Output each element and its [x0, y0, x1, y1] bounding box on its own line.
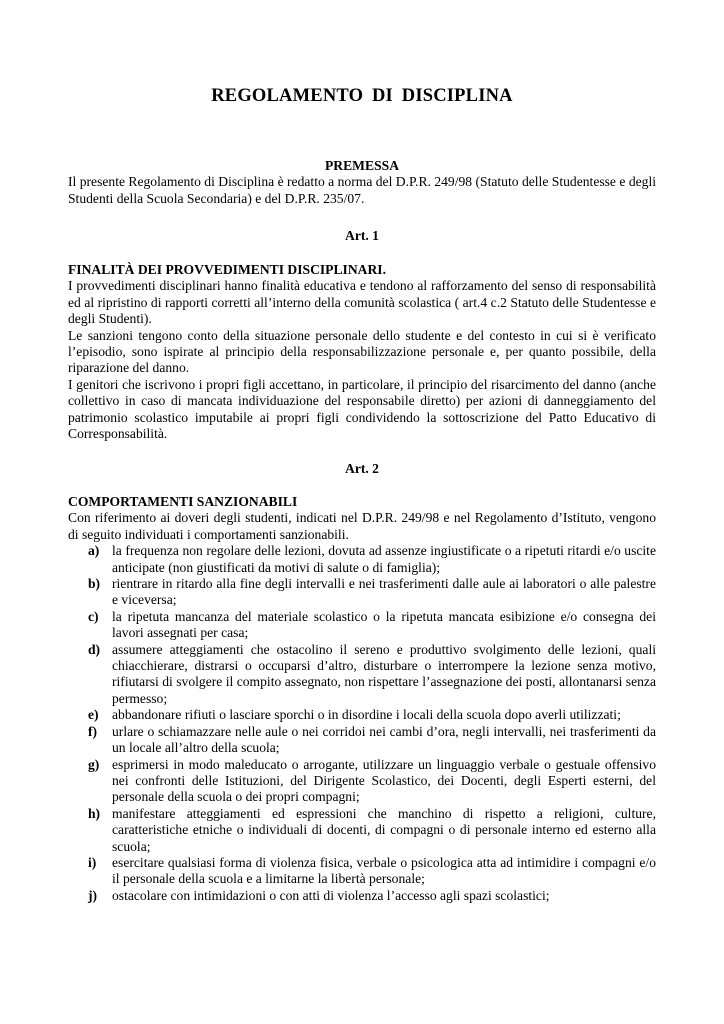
list-item-text: esprimersi in modo maleducato o arrogante, utilizzare un linguaggio verbale o gestuale offensivo nei confronti delle Istituzioni, del Dirigente Scolastico, dei Docenti, degli Esperti esterni, del personale della scuola o dei propri compagni; [112, 756, 656, 805]
list-item [68, 543, 656, 576]
list-item-text: urlare o schiamazzare nelle aule o nei corridoi nei cambi d’ora, negli intervalli, nei trasferimenti da un locale all’altro della scuola; [112, 723, 656, 756]
list-item [68, 576, 656, 609]
list-item-text: la ripetuta mancanza del materiale scolastico o la ripetuta mancata esibizione e/o consegna dei lavori assegnati per casa; [112, 608, 656, 641]
list-item-label: j) [88, 887, 98, 903]
list-item [68, 724, 656, 757]
list-item [68, 609, 656, 642]
list-item [68, 707, 656, 723]
art2-section [68, 461, 656, 477]
premessa-section [68, 158, 656, 207]
art2-subheading: COMPORTAMENTI SANZIONABILI [68, 494, 298, 509]
list-item [68, 642, 656, 708]
list-item-text: abbandonare rifiuti o lasciare sporchi o in disordine i locali della scuola dopo averli utilizzati; [112, 707, 621, 723]
art1-section [68, 228, 656, 244]
list-item-label: b) [88, 576, 101, 592]
list-item-text: ostacolare con intimidazioni o con atti di violenza l’accesso agli spazi scolastici; [112, 887, 550, 903]
art2-intro: Con riferimento ai doveri degli studenti, indicati nel D.P.R. 249/98 e nel Regolamento d’Istituto, vengono di seguito individuati i comportamenti sanzionabili. [68, 510, 656, 542]
art1-body [68, 262, 656, 442]
list-item-label: i) [88, 854, 97, 870]
art1-paragraph: Le sanzioni tengono conto della situazione personale dello studente e del contesto in cui si è verificato l’episodio, sono ispirate al principio della responsabilizzazione personale e, per quanto possibile, della riparazione del danno. [68, 327, 656, 376]
art1-paragraph: I provvedimenti disciplinari hanno finalità educativa e tendono al rafforzamento del senso di responsabilità ed al ripristino di rapporti corretti all’interno della comunità scolastica ( art.4 c.2 Statuto delle Studentesse e degli Studenti). [68, 278, 656, 327]
list-item-text: rientrare in ritardo alla fine degli intervalli e nei trasferimenti dalle aule ai laboratori o alle palestre e viceversa; [112, 576, 656, 608]
list-item [68, 757, 656, 806]
premessa-heading: PREMESSA [324, 158, 400, 173]
list-item-text: manifestare atteggiamenti ed espressioni che manchino di rispetto a religioni, culture, caratteristiche etniche o individuali di docenti, di compagni o di personale interno ed esterno alla scuola; [112, 805, 656, 854]
list-item-label: e) [88, 707, 99, 723]
document-title: REGOLAMENTO DI DISCIPLINA [211, 86, 513, 106]
list-item [68, 888, 656, 904]
list-item-label: c) [88, 608, 99, 624]
art2-heading: Art. 2 [345, 461, 379, 476]
list-item-text: assumere atteggiamenti che ostacolino il sereno e produttivo svolgimento delle lezioni, quali chiacchierare, distrarsi o occuparsi d’altro, disturbare o interrompere la lezione senza motivo, rifiutarsi di svolgere il compito assegnato, non rispettare l’assegnazione dei posti, allontanarsi senza permesso; [112, 641, 656, 706]
list-item [68, 806, 656, 855]
list-item-label: h) [88, 805, 101, 821]
premessa-text: Il presente Regolamento di Disciplina è redatto a norma del D.P.R. 249/98 (Statuto delle Studentesse e degli Studenti della Scuola Secondaria) e del D.P.R. 235/07. [68, 174, 656, 206]
list-item-label: f) [88, 723, 98, 739]
art1-subheading: FINALITÀ DEI PROVVEDIMENTI DISCIPLINARI. [68, 262, 386, 277]
list-item-text: la frequenza non regolare delle lezioni, dovuta ad assenze ingiustificate o a ripetuti ritardi e/o uscite anticipate (non giustificati da motivi di salute o di famiglia); [112, 543, 656, 575]
list-item-label: a) [88, 543, 100, 559]
list-item [68, 855, 656, 888]
sanctionable-behaviours-list [68, 543, 656, 904]
art1-heading: Art. 1 [345, 228, 379, 243]
list-item-text: esercitare qualsiasi forma di violenza fisica, verbale o psicologica atta ad intimidire i compagni e/o il personale della scuola e a limitarne la libertà personale; [112, 854, 656, 887]
art2-body [68, 494, 656, 904]
art1-paragraph: I genitori che iscrivono i propri figli accettano, in particolare, il principio del risarcimento del danno (anche collettivo in caso di mancata individuazione del responsabile diretto) per azioni di danneggiamento del patrimonio scolastico imputabile ai propri figli condividendo la sottoscrizione del Patto Educativo di Corresponsabilità. [68, 376, 656, 442]
list-item-label: g) [88, 756, 100, 772]
list-item-label: d) [88, 641, 101, 657]
